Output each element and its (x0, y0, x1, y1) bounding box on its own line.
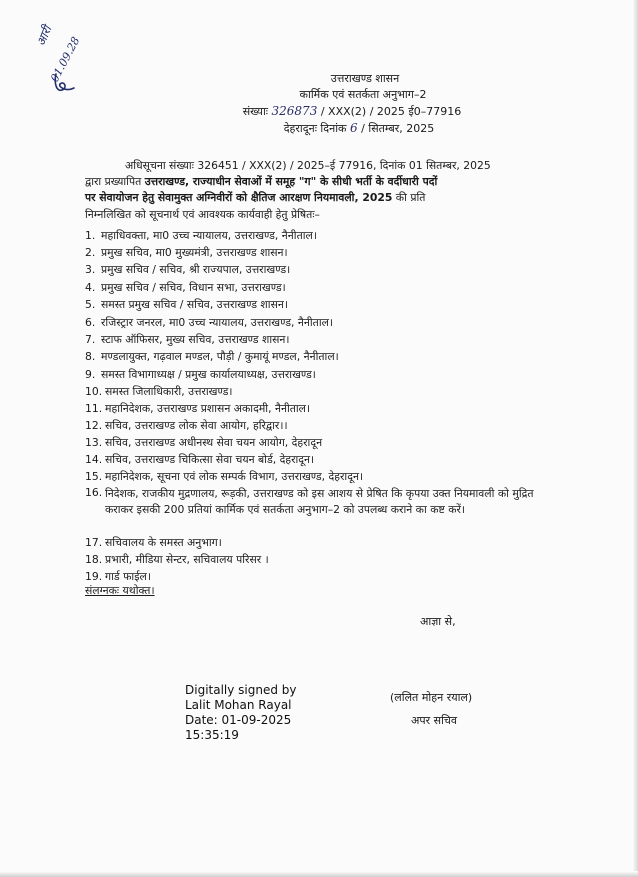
recipient-item (85, 469, 363, 484)
recipient-text: सचिव, उत्तराखण्ड लोक सेवा आयोग, हरिद्वार।। (105, 419, 288, 432)
department-title: कार्मिक एवं सतर्कता अनुभाग–2 (299, 88, 427, 101)
recipient-number: 1. (85, 229, 96, 242)
recipient-item (85, 332, 290, 347)
recipient-item (85, 418, 288, 433)
recipient-item (85, 315, 333, 330)
handwritten-date: 01.09.28 (48, 34, 83, 85)
recipient-item (85, 486, 545, 518)
recipient-text: निदेशक, राजकीय मुद्रणालय, रूड़की, उत्तराखण्ड को इस आशय से प्रेषित कि कृपया उक्त नियमावली को मुद्रित कराकर इसकी 200 प्रतियां कार्मिक एवं सतर्कता अनुभाग–2 को उपलब्ध कराने का कष्ट करें। (105, 487, 534, 517)
recipient-number: 15. (85, 470, 103, 483)
recipient-number: 12. (85, 419, 103, 432)
recipient-number: 7. (85, 333, 96, 346)
recipient-number: 14. (85, 453, 103, 466)
signatory-designation: अपर सचिव (411, 714, 458, 727)
recipient-item (85, 297, 288, 312)
paragraph-line-4: निम्नलिखित को सूचनार्थ एवं आवश्यक कार्यवाही हेतु प्रेषितः– (85, 207, 320, 221)
recipient-item (85, 401, 310, 416)
recipient-number: 10. (85, 385, 103, 398)
recipient-item (85, 452, 314, 467)
digital-signature-time: 15:35:19 (185, 728, 239, 742)
recipient-text: गार्ड फाईल। (105, 570, 151, 583)
recipient-text: सचिव, उत्तराखण्ड अधीनस्थ सेवा चयन आयोग, देहरादून (105, 436, 323, 449)
recipient-item (85, 262, 290, 277)
recipient-text: समस्त जिलाधिकारी, उत्तराखण्ड। (105, 385, 233, 398)
reference-number (33, 104, 638, 119)
recipient-number: 17. (85, 536, 103, 549)
recipient-number: 13. (85, 436, 103, 449)
recipient-number: 2. (85, 246, 96, 259)
reference-label: संख्याः (242, 105, 269, 118)
by-order-text: आज्ञा से, (420, 615, 456, 628)
digital-signature-date: Date: 01-09-2025 (185, 713, 292, 727)
recipient-item (85, 535, 222, 550)
paragraph-line-2-start: द्वारा प्रख्यापित (85, 175, 145, 189)
date-day-handwritten: 6 (350, 121, 358, 135)
recipient-item (85, 367, 316, 382)
recipient-text: मण्डलायुक्त, गढ़वाल मण्डल, पौड़ी / कुमायूं मण्डल, नैनीताल। (101, 350, 339, 363)
recipient-item (85, 245, 288, 260)
recipient-text: स्टाफ ऑफिसर, मुख्य सचिव, उत्तराखण्ड शासन। (101, 333, 290, 346)
recipient-item (85, 349, 339, 364)
rule-title-part-2: पर सेवायोजन हेतु सेवामुक्त अग्निवीरों को क्षैतिज आरक्षण नियमावली, 2025 (85, 191, 393, 205)
date-suffix: / सितम्बर, 2025 (361, 122, 435, 135)
recipient-text: प्रमुख सचिव / सचिव, विधान सभा, उत्तराखण्ड। (101, 281, 286, 294)
recipient-number: 4. (85, 281, 96, 294)
recipient-text: प्रमुख सचिव, मा0 मुख्यमंत्री, उत्तराखण्ड शासन। (101, 246, 288, 259)
notification-paragraph (85, 158, 547, 223)
recipient-item (85, 435, 322, 450)
government-title: उत्तराखण्ड शासन (330, 72, 400, 85)
recipient-text: समस्त प्रमुख सचिव / सचिव, उत्तराखण्ड शासन। (101, 298, 288, 311)
reference-handwritten-number: 326873 (271, 104, 318, 118)
recipient-number: 5. (85, 298, 96, 311)
paragraph-line-1: अधिसूचना संख्याः 326451 / XXX(2) / 2025–ई 77916, दिनांक 01 सितम्बर, 2025 (125, 159, 491, 172)
recipient-text: महाधिवक्ता, मा0 उच्च न्यायालय, उत्तराखण्ड, नैनीताल। (101, 229, 317, 242)
signatory-name: (ललित मोहन रयाल) (390, 691, 473, 704)
recipient-item (85, 280, 286, 295)
recipient-text: सचिव, उत्तराखण्ड चिकित्सा सेवा चयन बोर्ड, देहरादून। (105, 453, 315, 466)
recipient-number: 19. (85, 570, 103, 583)
recipient-text: सचिवालय के समस्त अनुभाग। (105, 536, 222, 549)
recipient-text: महानिदेशक, सूचना एवं लोक सम्पर्क विभाग, उत्तराखण्ड, देहरादून। (105, 470, 364, 483)
recipient-number: 8. (85, 350, 96, 363)
handwritten-initials: आरी (33, 23, 55, 48)
recipient-text: महानिदेशक, उत्तराखण्ड प्रशासन अकादमी, नैनीताल। (105, 402, 311, 415)
recipient-number: 16. (85, 486, 103, 499)
scan-edge-right (632, 0, 638, 877)
recipient-item (85, 384, 233, 399)
enclosure-note: संलग्नकः यथोक्त। (85, 584, 155, 597)
recipient-number: 11. (85, 402, 103, 415)
digital-signature-name: Lalit Mohan Rayal (185, 698, 292, 712)
recipient-number: 9. (85, 368, 96, 381)
reference-suffix: / XXX(2) / 2025 ई0–77916 (320, 105, 462, 118)
recipient-text: प्रभारी, मीडिया सेन्टर, सचिवालय परिसर । (105, 553, 269, 566)
date-line (40, 121, 638, 136)
recipient-item (85, 228, 317, 243)
recipient-text: समस्त विभागाध्यक्ष / प्रमुख कार्यालयाध्यक्ष, उत्तराखण्ड। (101, 368, 316, 381)
rule-title-part-1: उत्तराखण्ड, राज्याधीन सेवाओं में समूह "ग" के सीधी भर्ती के वर्दीधारी पदों (144, 175, 438, 189)
digital-signature (185, 683, 297, 743)
recipient-number: 18. (85, 553, 103, 566)
recipient-text: प्रमुख सचिव / सचिव, श्री राज्यपाल, उत्तराखण्ड। (101, 263, 291, 276)
paragraph-line-3-end: की प्रति (392, 191, 426, 205)
recipient-item (85, 552, 269, 567)
recipient-number: 3. (85, 263, 96, 276)
recipient-text: रजिस्ट्रार जनरल, मा0 उच्च न्यायालय, उत्तराखण्ड, नैनीताल। (101, 316, 334, 329)
scan-edge-bottom (0, 871, 638, 877)
digital-signature-line-1: Digitally signed by (185, 683, 297, 697)
recipient-number: 6. (85, 316, 96, 329)
paragraph-line-3 (85, 190, 547, 206)
date-prefix: देहरादूनः दिनांक (283, 122, 347, 135)
recipient-item (85, 569, 151, 584)
paragraph-line-2 (85, 174, 547, 190)
